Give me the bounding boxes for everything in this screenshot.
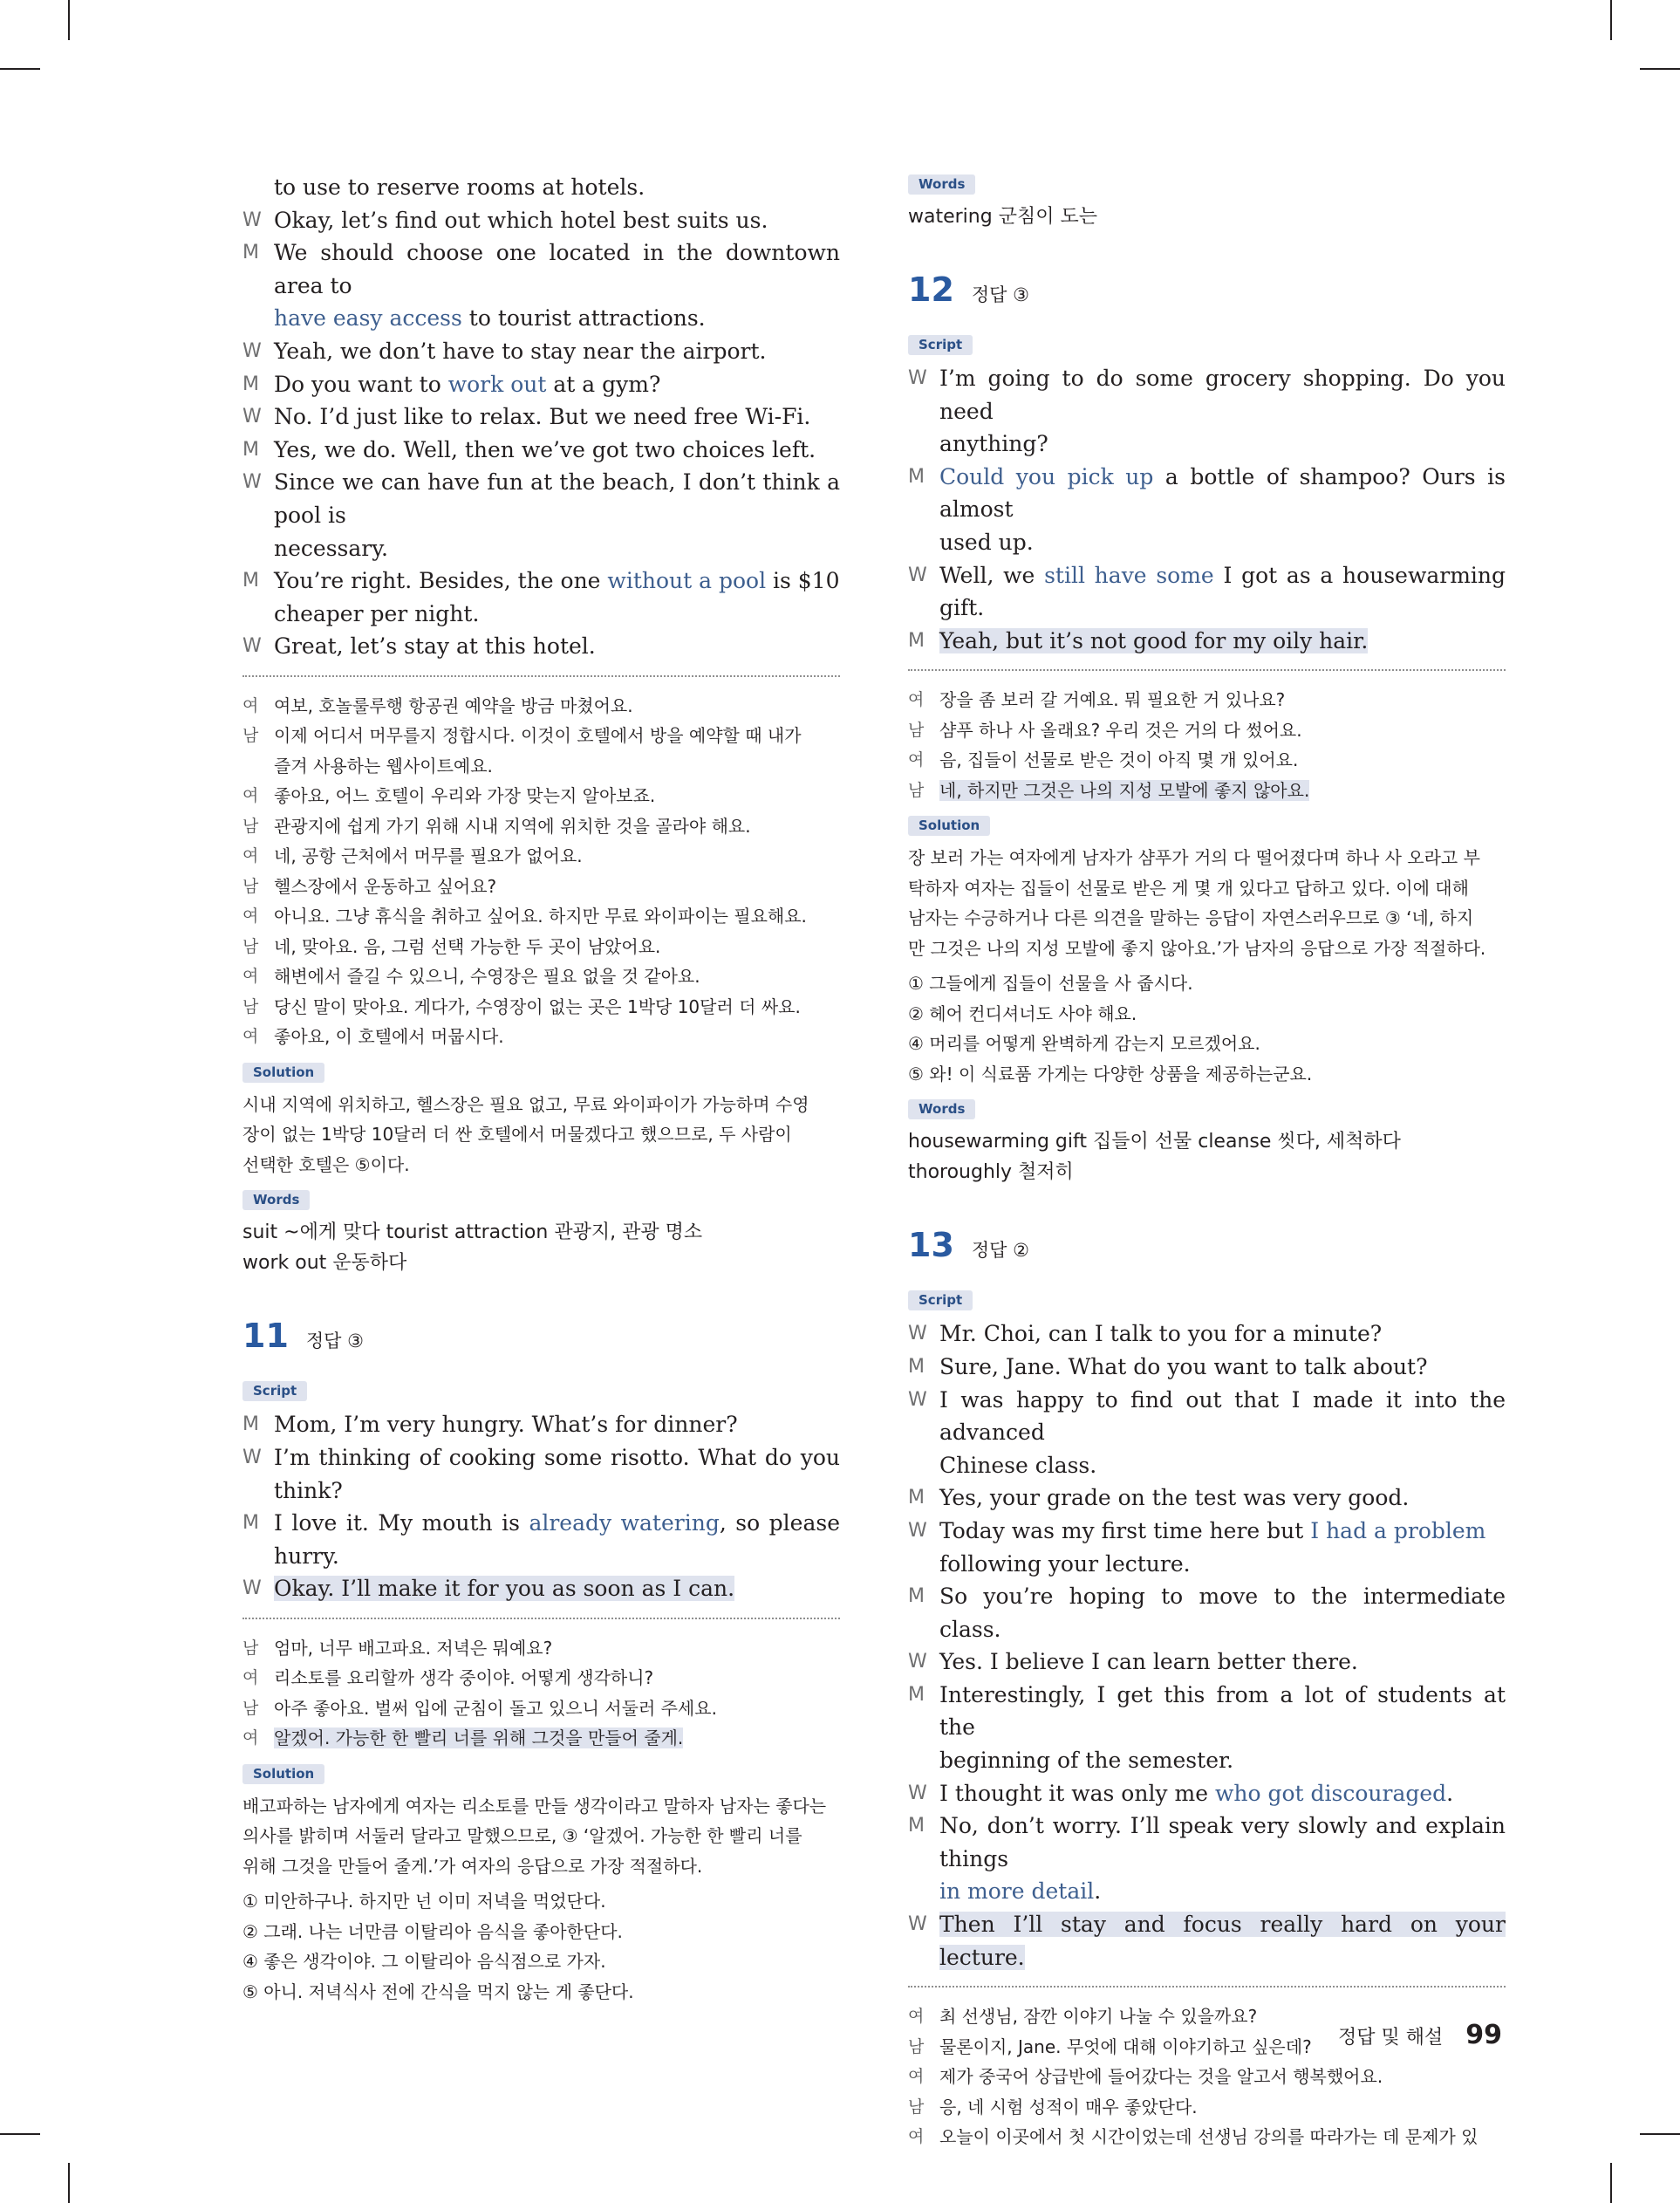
words-line: work out 운동하다 (242, 1252, 407, 1275)
line-text: We should choose one located in the downtown area to (274, 240, 840, 298)
script-block (908, 362, 1506, 657)
dialogue-line (908, 1679, 1506, 1744)
line-text: to tourist attractions. (461, 305, 706, 332)
option-item: ④ 좋은 생각이야. 그 이탈리아 음식점으로 가자. (242, 1951, 606, 1973)
words-tag: Words (908, 1099, 975, 1119)
dialogue-line (242, 400, 840, 434)
options-list (242, 1886, 840, 2007)
question-header (242, 1317, 840, 1355)
option-item: ① 그들에게 집들이 선물을 사 줍시다. (908, 973, 1193, 995)
speaker-label: 남 (908, 2036, 925, 2056)
dialogue-line (242, 236, 840, 302)
speaker-label: 여 (908, 2007, 925, 2027)
question-answer: 정답 ② (971, 1240, 1029, 1262)
dialogue-line (908, 1449, 1506, 1482)
speaker-label: 여 (242, 967, 259, 987)
words-line: suit ~에게 맞다 tourist attraction 관광지, 관광 명소 (242, 1221, 703, 1244)
line-text: at a gym? (546, 371, 661, 397)
dialogue-line (242, 598, 840, 631)
dialogue-line (242, 841, 840, 872)
line-text: Chinese class. (939, 1452, 1097, 1478)
dialogue-line (242, 721, 840, 751)
solution-tag: Solution (908, 816, 990, 836)
key-expression: in more detail (939, 1878, 1095, 1905)
words-line: housewarming gift 집들이 선물 cleanse 씻다, 세척하다 (908, 1131, 1401, 1153)
speaker-label: M (242, 438, 259, 461)
speaker-label: W (242, 406, 262, 428)
line-text: 좋아요, 어느 호텔이 우리와 가장 맞는지 알아보죠. (274, 785, 656, 807)
line-text: 관광지에 쉽게 가기 위해 시내 지역에 위치한 것을 골라야 해요. (274, 815, 751, 837)
speaker-label: 여 (908, 2067, 925, 2087)
speaker-label: W (908, 1388, 927, 1411)
line-text: 응, 네 시험 성적이 매우 좋았단다. (939, 2096, 1198, 2117)
speaker-label: W (908, 1651, 927, 1673)
speaker-label: M (908, 1815, 925, 1837)
crop-mark (0, 68, 40, 70)
speaker-label: 여 (908, 750, 925, 770)
speaker-label: 남 (908, 2097, 925, 2117)
speaker-label: 여 (242, 695, 259, 715)
dialogue-line (242, 1022, 840, 1052)
dialogue-line (908, 685, 1506, 715)
key-expression: without a pool (607, 568, 767, 594)
dialogue-line (242, 171, 840, 204)
solution-text (242, 1791, 840, 1882)
crop-mark (1610, 2163, 1612, 2203)
line-text: I was happy to find out that I made it into the advanced (939, 1386, 1506, 1446)
answer-highlight: Okay. I’ll make it for you as soon as I can. (274, 1576, 735, 1602)
dialogue-line (908, 1645, 1506, 1679)
footer-label: 정답 및 해설 (1338, 2027, 1444, 2049)
dialogue-line (242, 335, 840, 368)
dialogue-line (242, 204, 840, 237)
question-header (908, 1226, 1506, 1264)
dialogue-line (908, 745, 1506, 776)
translation-block (242, 1633, 840, 1754)
speaker-label: M (242, 570, 259, 592)
dialogue-line (908, 559, 1506, 625)
dialogue-line (242, 872, 840, 902)
solution-line: 탁하자 여자는 집들이 선물로 받은 게 몇 개 있다고 답하고 있다. 이에 대해 (908, 877, 1469, 899)
speaker-label: 남 (908, 720, 925, 740)
dialogue-line (908, 715, 1506, 746)
speaker-label: W (242, 339, 262, 362)
crop-mark (1610, 0, 1612, 40)
words-block (908, 202, 1506, 232)
dialogue-line (242, 751, 840, 782)
speaker-label: 남 (908, 780, 925, 800)
dialogue-line (908, 1481, 1506, 1515)
key-expression: Could you pick up (939, 463, 1154, 489)
option-item: ② 그래. 나는 너만큼 이탈리아 음식을 좋아한단다. (242, 1920, 623, 1942)
line-text: 여보, 호놀룰루행 항공권 예약을 방금 마쳤어요. (274, 694, 633, 716)
speaker-label: W (908, 1519, 927, 1542)
speaker-label: 남 (242, 936, 259, 956)
translation-block (908, 685, 1506, 805)
line-text: So you’re hoping to move to the intermediate class. (939, 1584, 1506, 1642)
line-text: . (1094, 1878, 1102, 1905)
speaker-label: W (242, 1447, 262, 1468)
speaker-label: W (908, 1782, 927, 1804)
speaker-label: M (242, 373, 259, 395)
line-text: Yes, your grade on the test was very good. (939, 1485, 1410, 1511)
speaker-label: 여 (242, 907, 259, 927)
script-block (242, 171, 840, 663)
line-text: 리소토를 요리할까 생각 중이야. 어떻게 생각하니? (274, 1667, 654, 1689)
speaker-label: 남 (242, 816, 259, 836)
speaker-label: M (242, 1512, 259, 1535)
dialogue-line (242, 1507, 840, 1572)
option-item: ⑤ 와! 이 식료품 가게는 다양한 상품을 제공하는군요. (908, 1063, 1313, 1084)
speaker-label: M (242, 1413, 259, 1436)
dialogue-line (908, 2062, 1506, 2092)
solution-line: 선택한 호텔은 ⑤이다. (242, 1153, 410, 1175)
crop-mark (1640, 2133, 1680, 2135)
line-text: Great, let’s stay at this hotel. (274, 633, 596, 660)
page-number: 99 (1465, 2020, 1502, 2050)
dialogue-line (908, 1580, 1506, 1645)
speaker-label: 남 (242, 726, 259, 746)
script-tag: Script (908, 335, 973, 355)
line-text: Okay, let’s find out which hotel best suits us. (274, 207, 768, 233)
speaker-label: M (908, 1355, 925, 1378)
line-text: 네, 공항 근처에서 머무를 필요가 없어요. (274, 845, 583, 867)
key-expression: still have some (1044, 562, 1214, 588)
line-text: 해변에서 즐길 수 있으니, 수영장은 필요 없을 것 같아요. (274, 966, 700, 988)
speaker-label: 여 (242, 786, 259, 806)
line-text: beginning of the semester. (939, 1748, 1234, 1774)
line-text: is $10 (766, 568, 840, 594)
words-block (242, 1217, 840, 1278)
dialogue-line (908, 362, 1506, 428)
speaker-label: M (908, 465, 925, 488)
solution-line: 위해 그것을 만들어 줄게.’가 여자의 응답으로 가장 적절하다. (242, 1855, 703, 1877)
options-list (908, 968, 1506, 1089)
speaker-label: M (908, 1585, 925, 1608)
dialogue-line (242, 1663, 840, 1693)
line-text: You’re right. Besides, the one (274, 568, 608, 594)
line-text: . (1446, 1780, 1454, 1806)
dialogue-line (242, 691, 840, 722)
words-tag: Words (908, 174, 975, 195)
dialogue-line (908, 1908, 1506, 1974)
line-text: 이제 어디서 머무를지 정합시다. 이것이 호텔에서 방을 예약할 때 내가 (274, 725, 802, 747)
dialogue-line (242, 302, 840, 335)
crop-mark (0, 2133, 40, 2135)
line-text: 아니요. 그냥 휴식을 취하고 싶어요. 하지만 무료 와이파이는 필요해요. (274, 906, 807, 927)
speaker-label: 남 (242, 1638, 259, 1658)
dialogue-line (242, 1723, 840, 1754)
crop-mark (1640, 68, 1680, 70)
line-text: 샴푸 하나 사 올래요? 우리 것은 거의 다 썼어요. (939, 719, 1302, 741)
answer-highlight: 알겠어. 가능한 한 빨리 너를 위해 그것을 만들어 줄게. (274, 1728, 684, 1749)
solution-tag: Solution (242, 1063, 324, 1083)
script-tag: Script (908, 1290, 973, 1310)
speaker-label: W (908, 1913, 927, 1936)
line-text: following your lecture. (939, 1550, 1191, 1577)
dialogue-line (908, 461, 1506, 526)
dialogue-line (242, 1633, 840, 1664)
speaker-label: W (242, 209, 262, 231)
dialogue-line (242, 368, 840, 401)
dialogue-line (908, 1384, 1506, 1449)
line-text: Sure, Jane. What do you want to talk about? (939, 1353, 1428, 1379)
line-text: 제가 중국어 상급반에 들어갔다는 것을 알고서 행복했어요. (939, 2066, 1383, 2088)
left-column (242, 171, 840, 2007)
speaker-label: W (242, 1577, 262, 1600)
solution-text (908, 843, 1506, 963)
dialogue-line (242, 932, 840, 962)
line-text: Since we can have fun at the beach, I don’t think a pool is (274, 469, 840, 528)
dialogue-line (242, 961, 840, 992)
script-block (242, 1408, 840, 1605)
words-block (908, 1126, 1506, 1187)
dialogue-line (242, 1572, 840, 1605)
question-number: 12 (908, 270, 954, 309)
line-text: 당신 말이 맞아요. 게다가, 수영장이 없는 곳은 1박당 10달러 더 싸요. (274, 995, 801, 1017)
speaker-label: M (908, 629, 925, 652)
dialogue-line (242, 532, 840, 565)
dialogue-line (242, 434, 840, 467)
dialogue-line (242, 466, 840, 531)
line-text: a bottle of shampoo? Ours is almost (939, 463, 1506, 523)
dialogue-line (242, 992, 840, 1023)
line-text: Mr. Choi, can I talk to you for a minute? (939, 1321, 1383, 1347)
option-item: ④ 머리를 어떻게 완벽하게 감는지 모르겠어요. (908, 1033, 1260, 1055)
speaker-label: M (908, 1487, 925, 1509)
line-text: Yes, we do. Well, then we’ve got two choices left. (274, 436, 816, 462)
line-text: used up. (939, 529, 1034, 555)
speaker-label: 여 (242, 846, 259, 866)
dialogue-line (242, 630, 840, 663)
words-line: watering 군침이 도는 (908, 206, 1097, 228)
line-text: 즐겨 사용하는 웹사이트예요. (274, 755, 493, 777)
crop-mark (68, 2163, 70, 2203)
divider (242, 1618, 840, 1619)
dialogue-line (242, 901, 840, 932)
question-header (908, 270, 1506, 309)
dialogue-line (908, 1810, 1506, 1875)
line-text: 장을 좀 보러 갈 거예요. 뭐 필요한 거 있나요? (939, 689, 1286, 711)
speaker-label: M (908, 1683, 925, 1706)
dialogue-line (242, 1441, 840, 1507)
speaker-label: W (908, 367, 927, 389)
dialogue-line (242, 1408, 840, 1441)
line-text: Well, we (939, 562, 1045, 588)
dialogue-line (908, 1317, 1506, 1351)
words-line: thoroughly 철저히 (908, 1161, 1074, 1184)
line-text: 물론이지, Jane. 무엇에 대해 이야기하고 싶은데? (939, 2035, 1312, 2057)
question-answer: 정답 ③ (305, 1331, 364, 1352)
key-expression: have easy access (274, 305, 462, 332)
dialogue-line (908, 1777, 1506, 1810)
solution-line: 만 그것은 나의 지성 모발에 좋지 않아요.’가 남자의 응답으로 가장 적절하다. (908, 937, 1486, 959)
speaker-label: 여 (908, 690, 925, 710)
speaker-label: W (908, 564, 927, 586)
right-column (908, 171, 1506, 2152)
dialogue-line (908, 526, 1506, 559)
speaker-label: W (242, 635, 262, 658)
dialogue-line (908, 1875, 1506, 1908)
line-text: I got as a housewarming gift. (939, 562, 1506, 621)
line-text: 좋아요, 이 호텔에서 머뭅시다. (274, 1026, 504, 1048)
line-text: Mom, I’m very hungry. What’s for dinner? (274, 1412, 738, 1438)
line-text: Yes. I believe I can learn better there. (939, 1649, 1358, 1675)
answer-highlight: 네, 하지만 그것은 나의 지성 모발에 좋지 않아요. (939, 779, 1310, 801)
speaker-label: 남 (242, 1698, 259, 1718)
dialogue-line (908, 2122, 1506, 2152)
line-text: 헬스장에서 운동하고 싶어요? (274, 875, 497, 897)
line-text: Do you want to (274, 371, 448, 397)
solution-line: 배고파하는 남자에게 여자는 리소토를 만들 생각이라고 말하자 남자는 좋다는 (242, 1795, 827, 1816)
dialogue-line (242, 781, 840, 811)
answer-highlight: Yeah, but it’s not good for my oily hair. (939, 627, 1369, 653)
question-number: 13 (908, 1226, 954, 1265)
speaker-label: W (242, 471, 262, 494)
solution-text (242, 1090, 840, 1180)
crop-mark (68, 0, 70, 40)
solution-line: 장 보러 가는 여자에게 남자가 샴푸가 거의 다 떨어졌다며 하나 사 오라고 부 (908, 847, 1480, 869)
speaker-label: 여 (242, 1728, 259, 1748)
question-answer: 정답 ③ (971, 284, 1029, 305)
line-text: anything? (939, 431, 1048, 457)
line-text: I thought it was only me (939, 1780, 1215, 1806)
script-block (908, 1317, 1506, 1974)
line-text: , so please hurry. (274, 1510, 840, 1569)
solution-line: 시내 지역에 위치하고, 헬스장은 필요 없고, 무료 와이파이가 가능하며 수영 (242, 1093, 809, 1115)
divider (242, 675, 840, 677)
speaker-label: 남 (242, 996, 259, 1016)
solution-tag: Solution (242, 1764, 324, 1784)
speaker-label: 여 (242, 1668, 259, 1688)
words-tag: Words (242, 1190, 310, 1210)
dialogue-line (908, 1351, 1506, 1384)
line-text: 최 선생님, 잠깐 이야기 나눌 수 있을까요? (939, 2006, 1258, 2028)
script-tag: Script (242, 1381, 307, 1401)
line-text: cheaper per night. (274, 600, 480, 626)
dialogue-line (908, 428, 1506, 461)
page-footer (1338, 2020, 1502, 2050)
speaker-label: M (242, 242, 259, 264)
dialogue-line (908, 776, 1506, 806)
key-expression: already watering (529, 1510, 720, 1536)
line-text: No. I’d just like to relax. But we need free Wi-Fi. (274, 404, 811, 430)
answer-highlight: Then I’ll stay and focus really hard on your lecture. (939, 1912, 1506, 1970)
question-number: 11 (242, 1317, 289, 1356)
divider (908, 669, 1506, 671)
solution-line: 장이 없는 1박당 10달러 더 싼 호텔에서 머물겠다고 했으므로, 두 사람이 (242, 1124, 792, 1146)
line-text: 네, 맞아요. 음, 그럼 선택 가능한 두 곳이 남았어요. (274, 935, 661, 957)
speaker-label: W (908, 1323, 927, 1345)
line-text: 엄마, 너무 배고파요. 저녁은 뭐예요? (274, 1637, 553, 1659)
speaker-label: 남 (242, 876, 259, 896)
dialogue-line (908, 625, 1506, 658)
dialogue-line (908, 1515, 1506, 1548)
solution-line: 의사를 밝히며 서둘러 달라고 말했으므로, ③ ‘알겠어. 가능한 한 빨리 너를 (242, 1825, 802, 1847)
line-text: 음, 집들이 선물로 받은 것이 아직 몇 개 있어요. (939, 749, 1299, 771)
dialogue-line (242, 1693, 840, 1724)
dialogue-line (908, 1744, 1506, 1777)
key-expression: I had a problem (1310, 1517, 1486, 1543)
translation-block (242, 691, 840, 1052)
line-text: to use to reserve rooms at hotels. (274, 174, 645, 200)
line-text: I love it. My mouth is (274, 1510, 529, 1536)
option-item: ⑤ 아니. 저녁식사 전에 간식을 먹지 않는 게 좋단다. (242, 1981, 634, 2002)
line-text: Interestingly, I get this from a lot of students at the (939, 1681, 1506, 1741)
dialogue-line (908, 2092, 1506, 2123)
line-text: I’m going to do some grocery shopping. Do you need (939, 366, 1506, 424)
line-text: necessary. (274, 535, 388, 561)
key-expression: work out (447, 371, 547, 397)
speaker-label: 여 (242, 1027, 259, 1047)
solution-line: 남자는 수긍하거나 다른 의견을 말하는 응답이 자연스러우므로 ③ ‘네, 하지 (908, 907, 1474, 929)
line-text: 오늘이 이곳에서 첫 시간이었는데 선생님 강의를 따라가는 데 문제가 있 (939, 2126, 1479, 2148)
divider (908, 1986, 1506, 1987)
line-text: I’m thinking of cooking some risotto. What do you think? (274, 1445, 840, 1503)
dialogue-line (242, 811, 840, 842)
line-text: 아주 좋아요. 벌써 입에 군침이 돌고 있으니 서둘러 주세요. (274, 1697, 717, 1719)
speaker-label: 여 (908, 2127, 925, 2147)
dialogue-line (242, 564, 840, 598)
option-item: ② 헤어 컨디셔너도 사야 해요. (908, 1002, 1137, 1024)
option-item: ① 미안하구나. 하지만 넌 이미 저녁을 먹었단다. (242, 1891, 606, 1912)
line-text: Yeah, we don’t have to stay near the airport. (274, 338, 767, 364)
key-expression: who got discouraged (1214, 1780, 1447, 1806)
line-text: Today was my first time here but (939, 1517, 1311, 1543)
dialogue-line (908, 1548, 1506, 1581)
line-text: No, don’t worry. I’ll speak very slowly and explain things (939, 1813, 1506, 1871)
